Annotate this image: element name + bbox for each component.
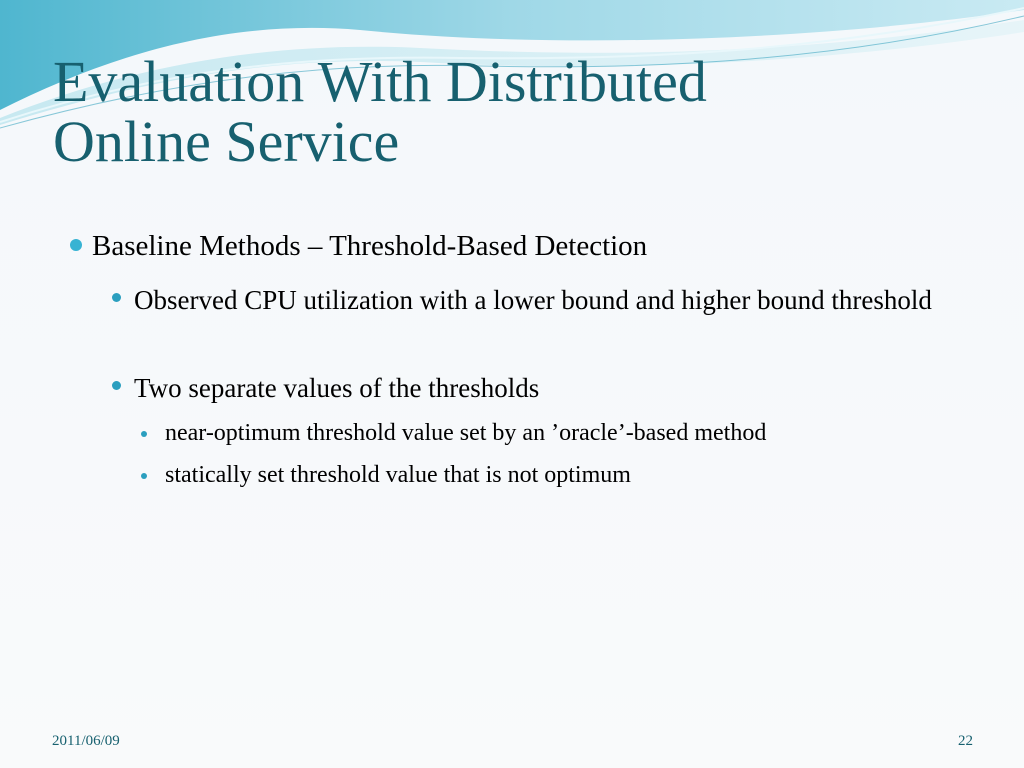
bullet-level-2: Observed CPU utilization with a lower bound and higher bound threshold	[134, 285, 932, 315]
bullet-dot-icon	[141, 431, 147, 437]
bullet-level-3: near-optimum threshold value set by an ’oracle’-based method	[165, 420, 767, 446]
footer-page-number: 22	[958, 733, 973, 749]
slide-title-line-1: Evaluation With Distributed	[53, 49, 707, 114]
bullet-level-1: Baseline Methods – Threshold-Based Detection	[92, 230, 648, 262]
bullet-dot-icon	[141, 473, 147, 479]
slide-title-line-2: Online Service	[53, 109, 400, 174]
bullet-dot-icon	[112, 381, 121, 390]
slide-title	[53, 49, 973, 174]
bullet-dot-icon	[70, 239, 82, 251]
bullet-level-3: statically set threshold value that is not optimum	[165, 462, 631, 488]
footer-date: 2011/06/09	[52, 733, 120, 749]
bullet-level-2: Two separate values of the thresholds	[134, 373, 540, 403]
bullet-dot-icon	[112, 293, 121, 302]
